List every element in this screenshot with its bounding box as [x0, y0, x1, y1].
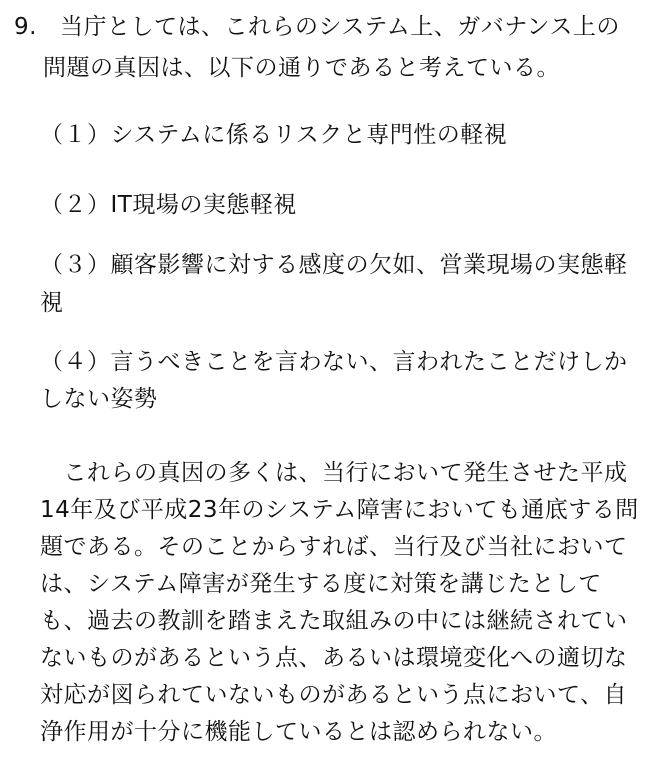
- list-item-1: （１）システムに係るリスクと専門性の軽視: [40, 122, 508, 148]
- list-item-3-line-1: （３）顧客影響に対する感度の欠如、営業現場の実態軽: [40, 252, 628, 278]
- list-item-3-line-2: 視: [40, 290, 64, 316]
- paragraph-line-5: も、過去の教訓を踏まえた取組みの中には継続されてい: [40, 608, 628, 634]
- paragraph-line-7: 対応が図られていないものがあるという点において、自: [40, 682, 628, 708]
- section-heading-line-1: [14, 9, 620, 46]
- section-number: 9.: [14, 14, 37, 40]
- paragraph-line-1: これらの真因の多くは、当行において発生させた平成: [40, 460, 628, 486]
- paragraph-line-2: 14年及び平成23年のシステム障害においても通底する問: [40, 497, 639, 523]
- section-heading-line-2: 問題の真因は、以下の通りであると考えている。: [43, 55, 560, 81]
- paragraph-line-8: 浄作用が十分に機能しているとは認められない。: [40, 719, 557, 745]
- section-heading-text: 当庁としては、これらのシステム上、ガバナンス上の: [60, 14, 620, 40]
- list-item-4-line-2: しない姿勢: [40, 386, 158, 412]
- paragraph-line-4: は、システム障害が発生する度に対策を講じたとして: [40, 571, 602, 597]
- list-item-4-line-1: （４）言うべきことを言わない、言われたことだけしか: [40, 349, 628, 375]
- paragraph-line-6: ないものがあるという点、あるいは環境変化への適切な: [40, 645, 628, 671]
- list-item-2: （２）IT現場の実態軽視: [40, 192, 297, 218]
- paragraph-line-3: 題である。そのことからすれば、当行及び当社において: [40, 534, 628, 560]
